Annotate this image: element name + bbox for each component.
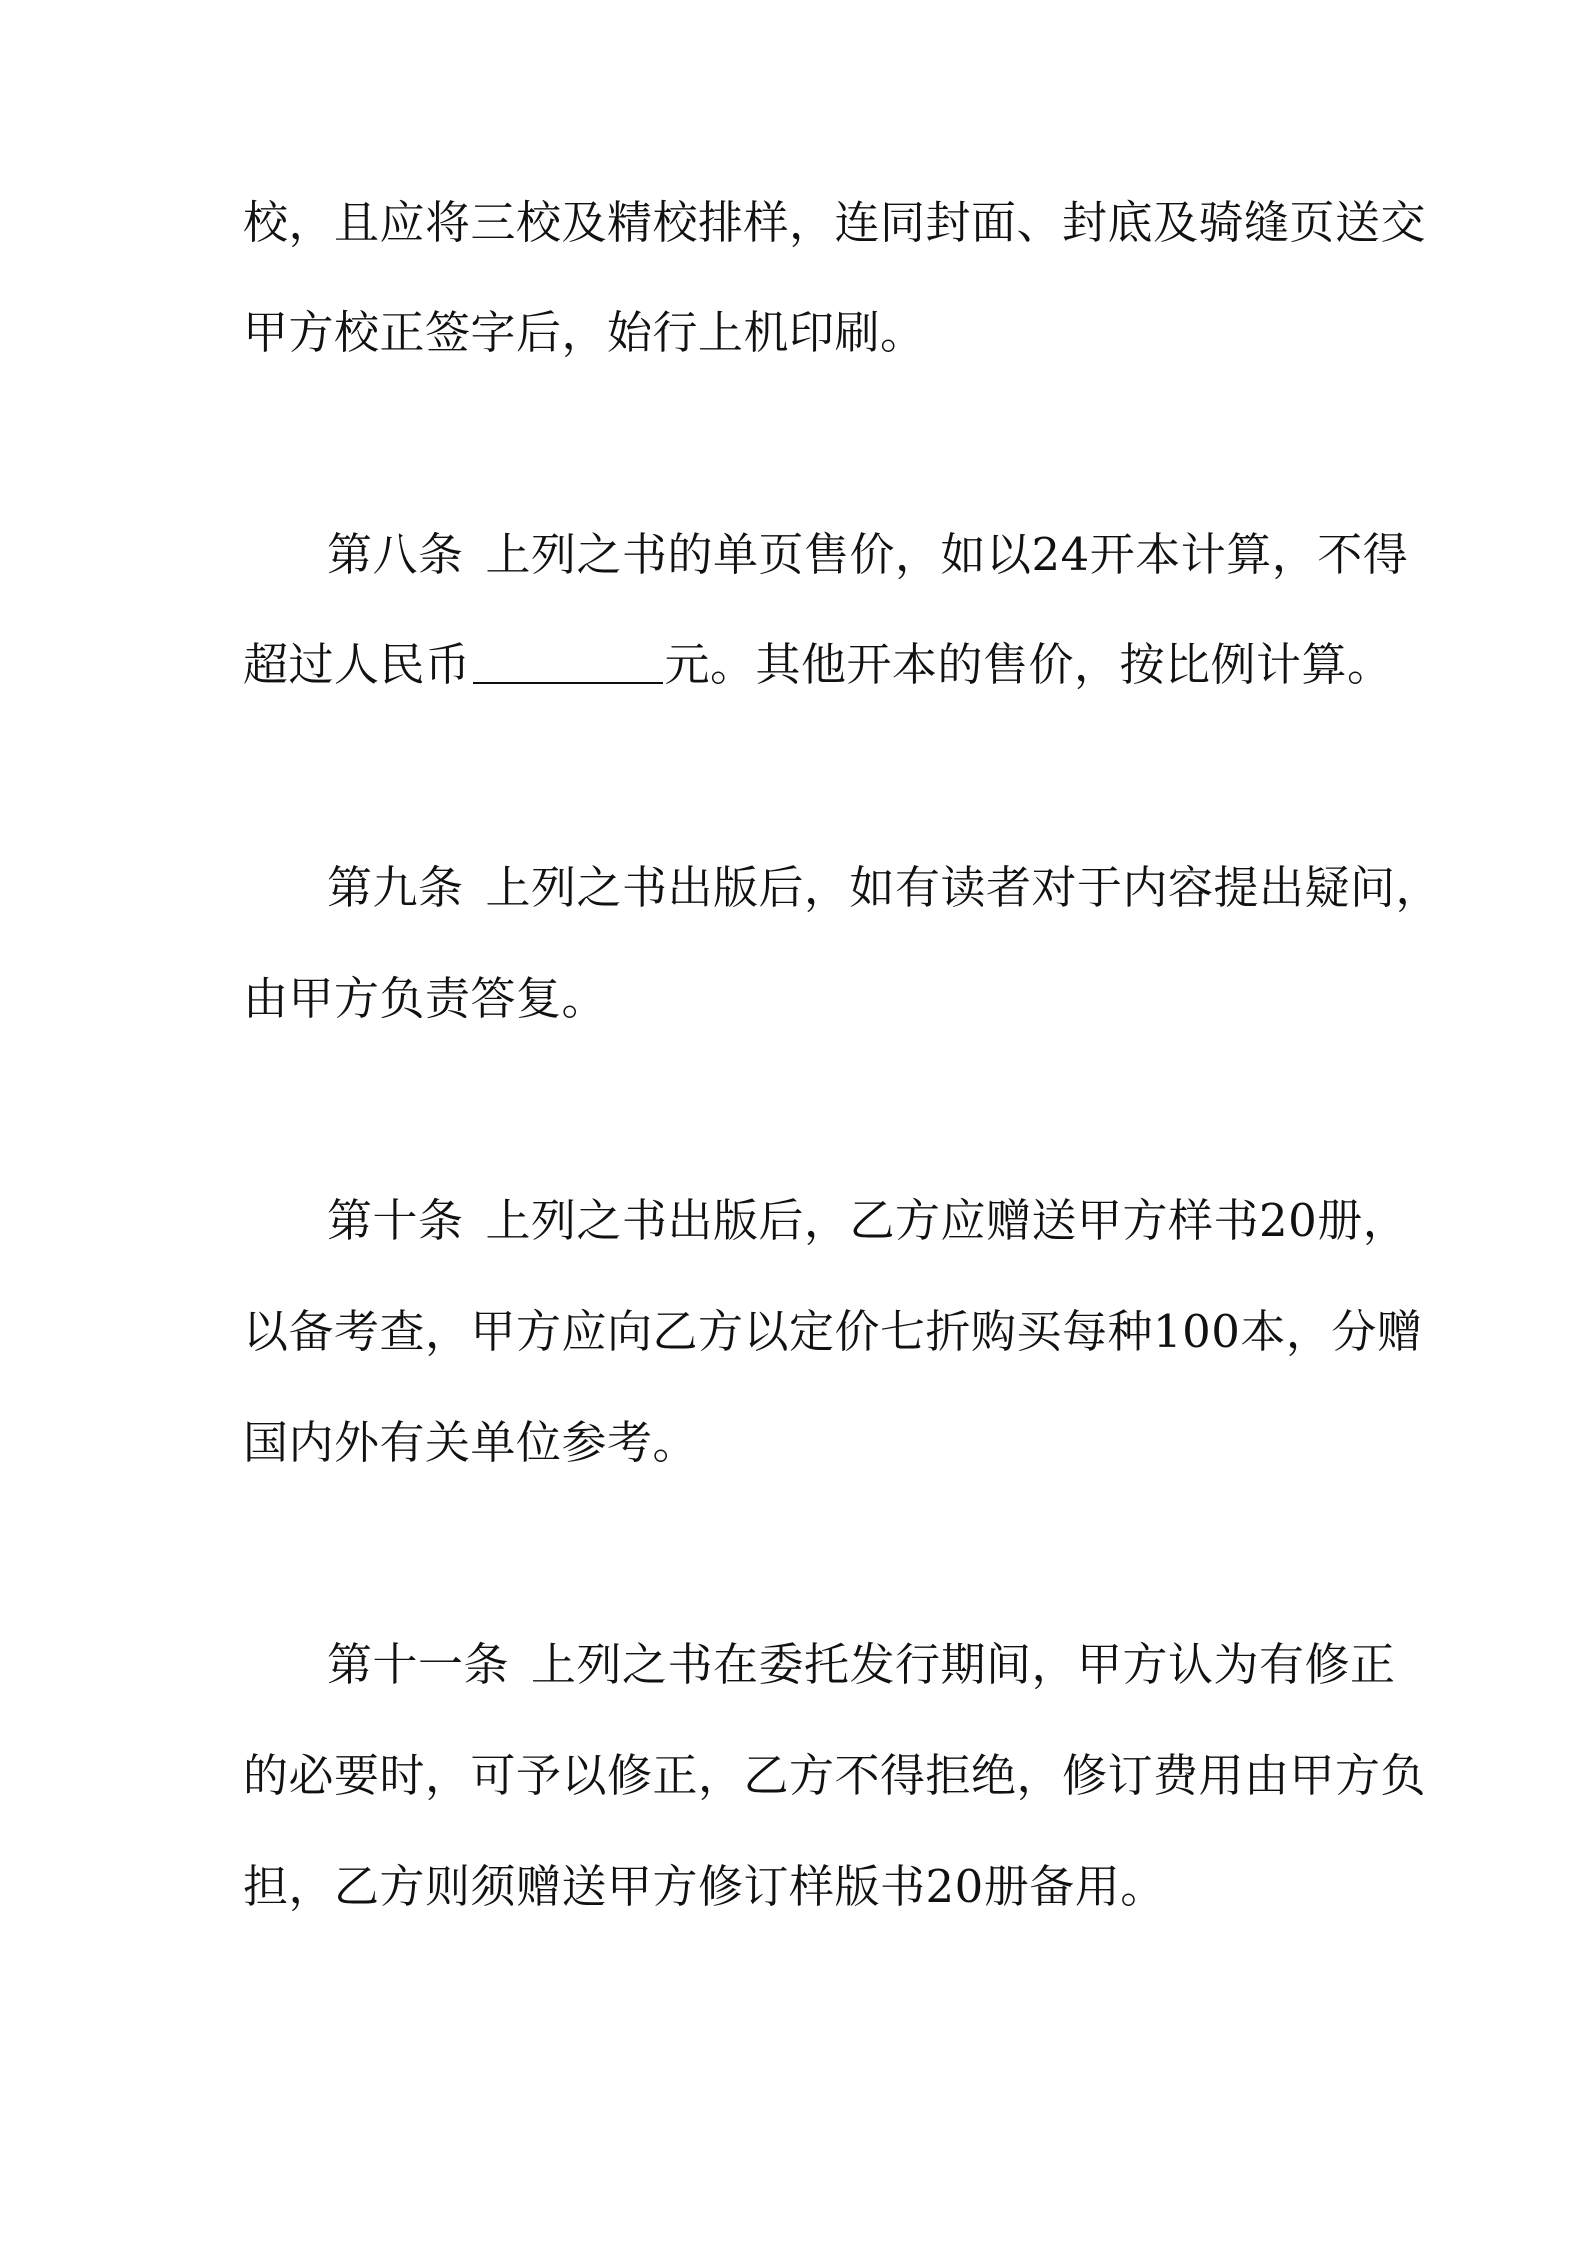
clause-11-line-2: 的必要时，可予以修正，乙方不得拒绝，修订费用由甲方负 [243, 1749, 1427, 1802]
clause-11-text-1: 上列之书在委托发行期间，甲方认为有修正 [531, 1638, 1396, 1691]
clause-10-label: 第十条 [327, 1194, 464, 1247]
continuation-line-2: 甲方校正签字后，始行上机印刷。 [243, 306, 926, 359]
price-blank-field [473, 642, 663, 684]
clause-10-line-1 [327, 1191, 1408, 1251]
clause-9-text-1: 上列之书出版后，如有读者对于内容提出疑问， [485, 861, 1442, 914]
clause-10-line-2: 以备考查，甲方应向乙方以定价七折购买每种100本，分赠 [243, 1305, 1423, 1358]
clause-8-label: 第八条 [327, 528, 464, 581]
clause-10-line-3: 国内外有关单位参考。 [243, 1416, 699, 1469]
clause-9-line-1 [327, 858, 1441, 918]
clause-11-label: 第十一条 [327, 1638, 510, 1691]
clause-8-line-1 [327, 525, 1408, 585]
clause-8-line-2 [243, 635, 1393, 695]
clause-11-line-1 [327, 1635, 1396, 1695]
clause-9-line-2: 由甲方负责答复。 [243, 972, 608, 1025]
continuation-line-1: 校，且应将三校及精校排样，连同封面、封底及骑缝页送交 [243, 196, 1427, 249]
clause-10-text-1: 上列之书出版后，乙方应赠送甲方样书20册， [485, 1194, 1409, 1247]
clause-11-line-3: 担，乙方则须赠送甲方修订样版书20册备用。 [243, 1860, 1166, 1913]
clause-9-label: 第九条 [327, 861, 464, 914]
clause-8-text-1: 上列之书的单页售价，如以24开本计算，不得 [485, 528, 1409, 581]
clause-8-text-2a: 超过人民币 [243, 638, 471, 691]
clause-8-text-2b: 元。其他开本的售价，按比例计算。 [664, 638, 1393, 691]
